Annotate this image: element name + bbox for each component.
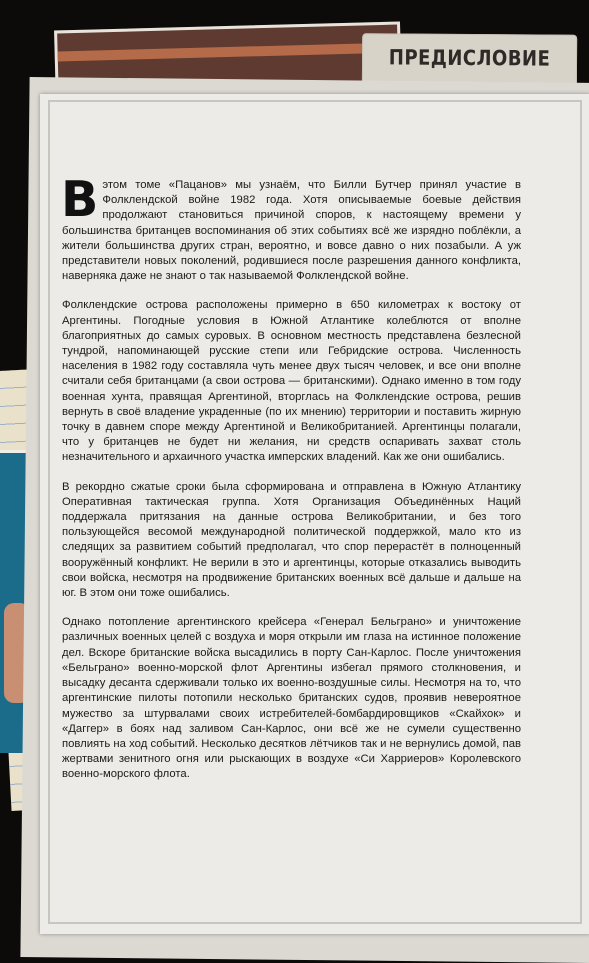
- paragraph-1: [61, 171, 521, 284]
- paragraph-4: Однако потопление аргентинского крейсера «Генерал Бельграно» и уничтожение различных военных целей с воздуха и моря открыли им глаза на истинное положение дел. Вскоре британские войска высадились в порту Сан-Карлос. После уничтожения «Бельграно» военно-морской флот Аргентины избегал прямого столкновения, и высадку десанта сдерживали только их военно-воздушные силы. Несмотря на то, что аргентинские пилоты потопили несколько британских судов, проявив невероятное мужество за штурвалами своих истребителей-бомбардировщиков «Скайхок» и «Даггер» в боях над заливом Сан-Карлос, они всё же не сумели существенно повлиять на ход событий. Несколько десятков лётчиков так и не вернулись домой, пав жертвами зенитного огня или рыскающих в воздухе «Си Харриеров» Королевского военно-морского флота.: [62, 616, 521, 781]
- article-body: [61, 171, 521, 797]
- page-title: ПРЕДИСЛОВИЕ: [388, 45, 551, 71]
- panel-stripe: [58, 43, 398, 62]
- paragraph-3: В рекордно сжатые сроки была сформирована и отправлена в Южную Атлантику Оперативная тактическая группа. Хотя Организация Объединённых Наций поддержала притязания на данные острова Великобритании, и без того пользующейся весомой международной политической поддержкой, мало кто из следящих за развитием событий предполагал, что спор перерастёт в полноценный вооружённый конфликт. Не верили в это и аргентинцы, которые отказались выводить свои войска, несмотря на продвижение британских военных всё дальше и дальше на юг. В этом они тоже ошибались.: [62, 480, 521, 600]
- drop-cap: В: [61, 171, 99, 228]
- paragraph-2: Фолклендские острова расположены примерно в 650 километрах к востоку от Аргентины. Погодные условия в Южной Атлантике колеблются от вполне благоприятных до самых суровых. В основном местность представлена безлесной тундрой, напоминающей русские степи или Гебридские острова. Численность населения в 1982 году составляла чуть менее двух тысяч человек, и все они вполне считали себя британцами (а свои острова — британскими). Однако именно в том году военная хунта, правящая Аргентиной, вторглась на Фолклендские острова, решив вернуть в своё владение украденные (по их мнению) территории и поставить жирную точку в давнем споре между Аргентиной и Великобританией. Аргентинцы полагали, что у британцев не будет ни желания, ни средств оспаривать захват столь незначительного и архаичного участка имперских владений. Как же они ошибались.: [62, 299, 521, 464]
- paragraph-1-text: этом томе «Пацанов» мы узнаём, что Билли Бутчер принял участие в Фолклендской войне 1982 года. Хотя описываемые боевые действия продолжают становиться причиной споров, к настоящему времени у большинства британцев воспоминания об этих событиях всё же изрядно поблёкли, а жители большинства других стран, вероятно, и вовсе давно о них позабыли. А уж представители новых поколений, родившиеся после разрешения данного конфликта, наверняка даже не знают о так называемой Фолклендской войне.: [62, 179, 521, 283]
